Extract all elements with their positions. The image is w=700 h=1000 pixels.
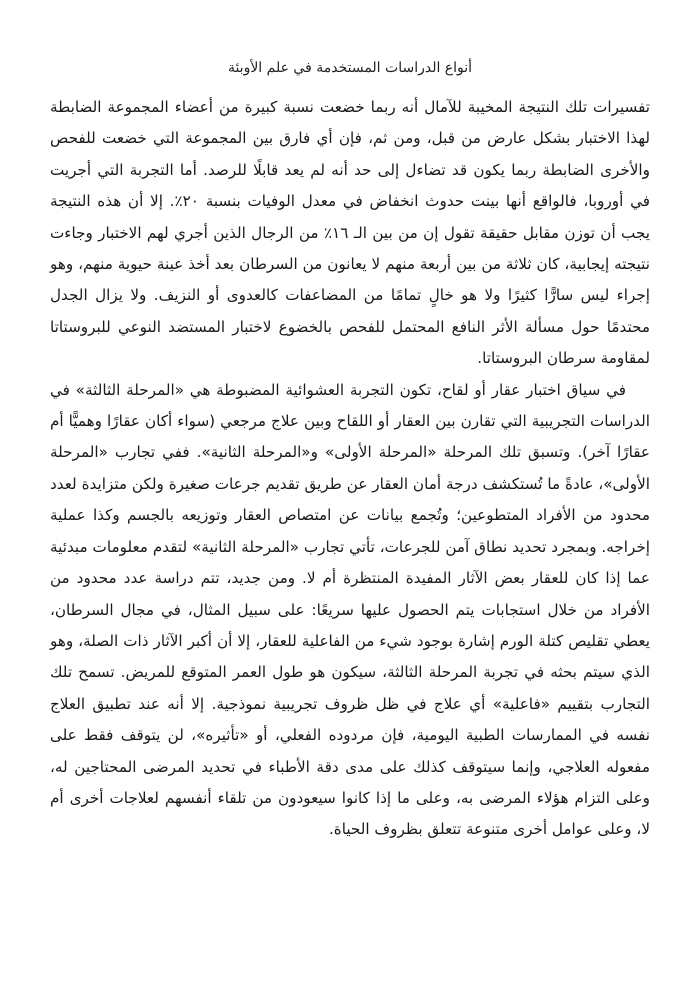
paragraph-2: في سياق اختبار عقار أو لقاح، تكون التجربة العشوائية المضبوطة هي «المرحلة الثالثة» في الدراسات التجريبية التي تقارن بين العقار أو اللقاح وبين علاج مرجعي (سواء أكان عقارًا وهميًّا أم عقارًا آخر). وتسبق تلك المرحلة «المرحلة الأولى» و«المرحلة الثانية». ففي تجارب «المرحلة الأولى»، عادةً ما تُستكشف درجة أمان العقار عن طريق تقديم جرعات صغيرة ولكن متزايدة لعدد محدود من الأفراد المتطوعين؛ وتُجمع بيانات عن امتصاص العقار وتوزيعه بالجسم وكذا عملية إخراجه. وبمجرد تحديد نطاق آمن للجرعات، تأتي تجارب «المرحلة الثانية» لتقدم معلومات مبدئية عما إذا كان للعقار بعض الآثار المفيدة المنتظرة أم لا. ومن جديد، تتم دراسة عدد محدود من الأفراد من خلال استجابات يتم الحصول عليها سريعًا: على سبيل المثال، في مجال السرطان، يعطي تقليص كتلة الورم إشارة بوجود شيء من الفاعلية للعقار، إلا أن أكبر الآثار ذات الصلة، وهو الذي سيتم بحثه في تجربة المرحلة الثالثة، سيكون هو طول العمر المتوقع للمريض. تسمح تلك التجارب بتقييم «فاعلية» أي علاج في ظل ظروف تجريبية نموذجية. إلا أنه عند تطبيق العلاج نفسه في الممارسات الطبية اليومية، فإن مردوده الفعلي، أو «تأثيره»، لن يتوقف فقط على مفعوله العلاجي، وإنما سيتوقف كذلك على مدى دقة الأطباء في تحديد المرضى المحتاجين له، وعلى التزام هؤلاء المرضى به، وعلى ما إذا كانوا سيعودون من تلقاء أنفسهم لعلاجات أخرى أم لا، وعلى عوامل أخرى متنوعة تتعلق بظروف الحياة. — [50, 380, 650, 839]
body-text — [50, 92, 650, 846]
document-page — [50, 0, 650, 1000]
paragraph-1: تفسيرات تلك النتيجة المخيبة للآمال أنه ربما خضعت نسبة كبيرة من أعضاء المجموعة الضابطة لهذا الاختبار بشكل عارض من قبل، ومن ثم، فإن أي فارق بين المجموعة التي خضعت للفحص والأخرى الضابطة ربما يكون قد تضاءل إلى حد أنه لم يعد قابلًا للرصد. أما التجربة التي أجريت في أوروبا، فالواقع أنها بينت حدوث انخفاض في معدل الوفيات بنسبة ٢٠٪. إلا أن هذه النتيجة يجب أن توزن مقابل حقيقة تقول إن من بين الـ ١٦٪ من الرجال الذين أجري لهم الاختبار وجاءت نتيجته إيجابية، كان ثلاثة من بين أربعة منهم لا يعانون من السرطان بعد أخذ عينة حيوية منهم، وهو إجراء ليس سارًّا كثيرًا ولا هو خالٍ تمامًا من المضاعفات كالعدوى أو النزيف. ولا يزال الجدل محتدمًا حول مسألة الأثر النافع المحتمل للفحص بالخضوع لاختبار المستضد النوعي للبروستاتا لمقاومة سرطان البروستاتا. — [50, 98, 651, 368]
running-header: أنواع الدراسات المستخدمة في علم الأوبئة — [227, 60, 473, 76]
